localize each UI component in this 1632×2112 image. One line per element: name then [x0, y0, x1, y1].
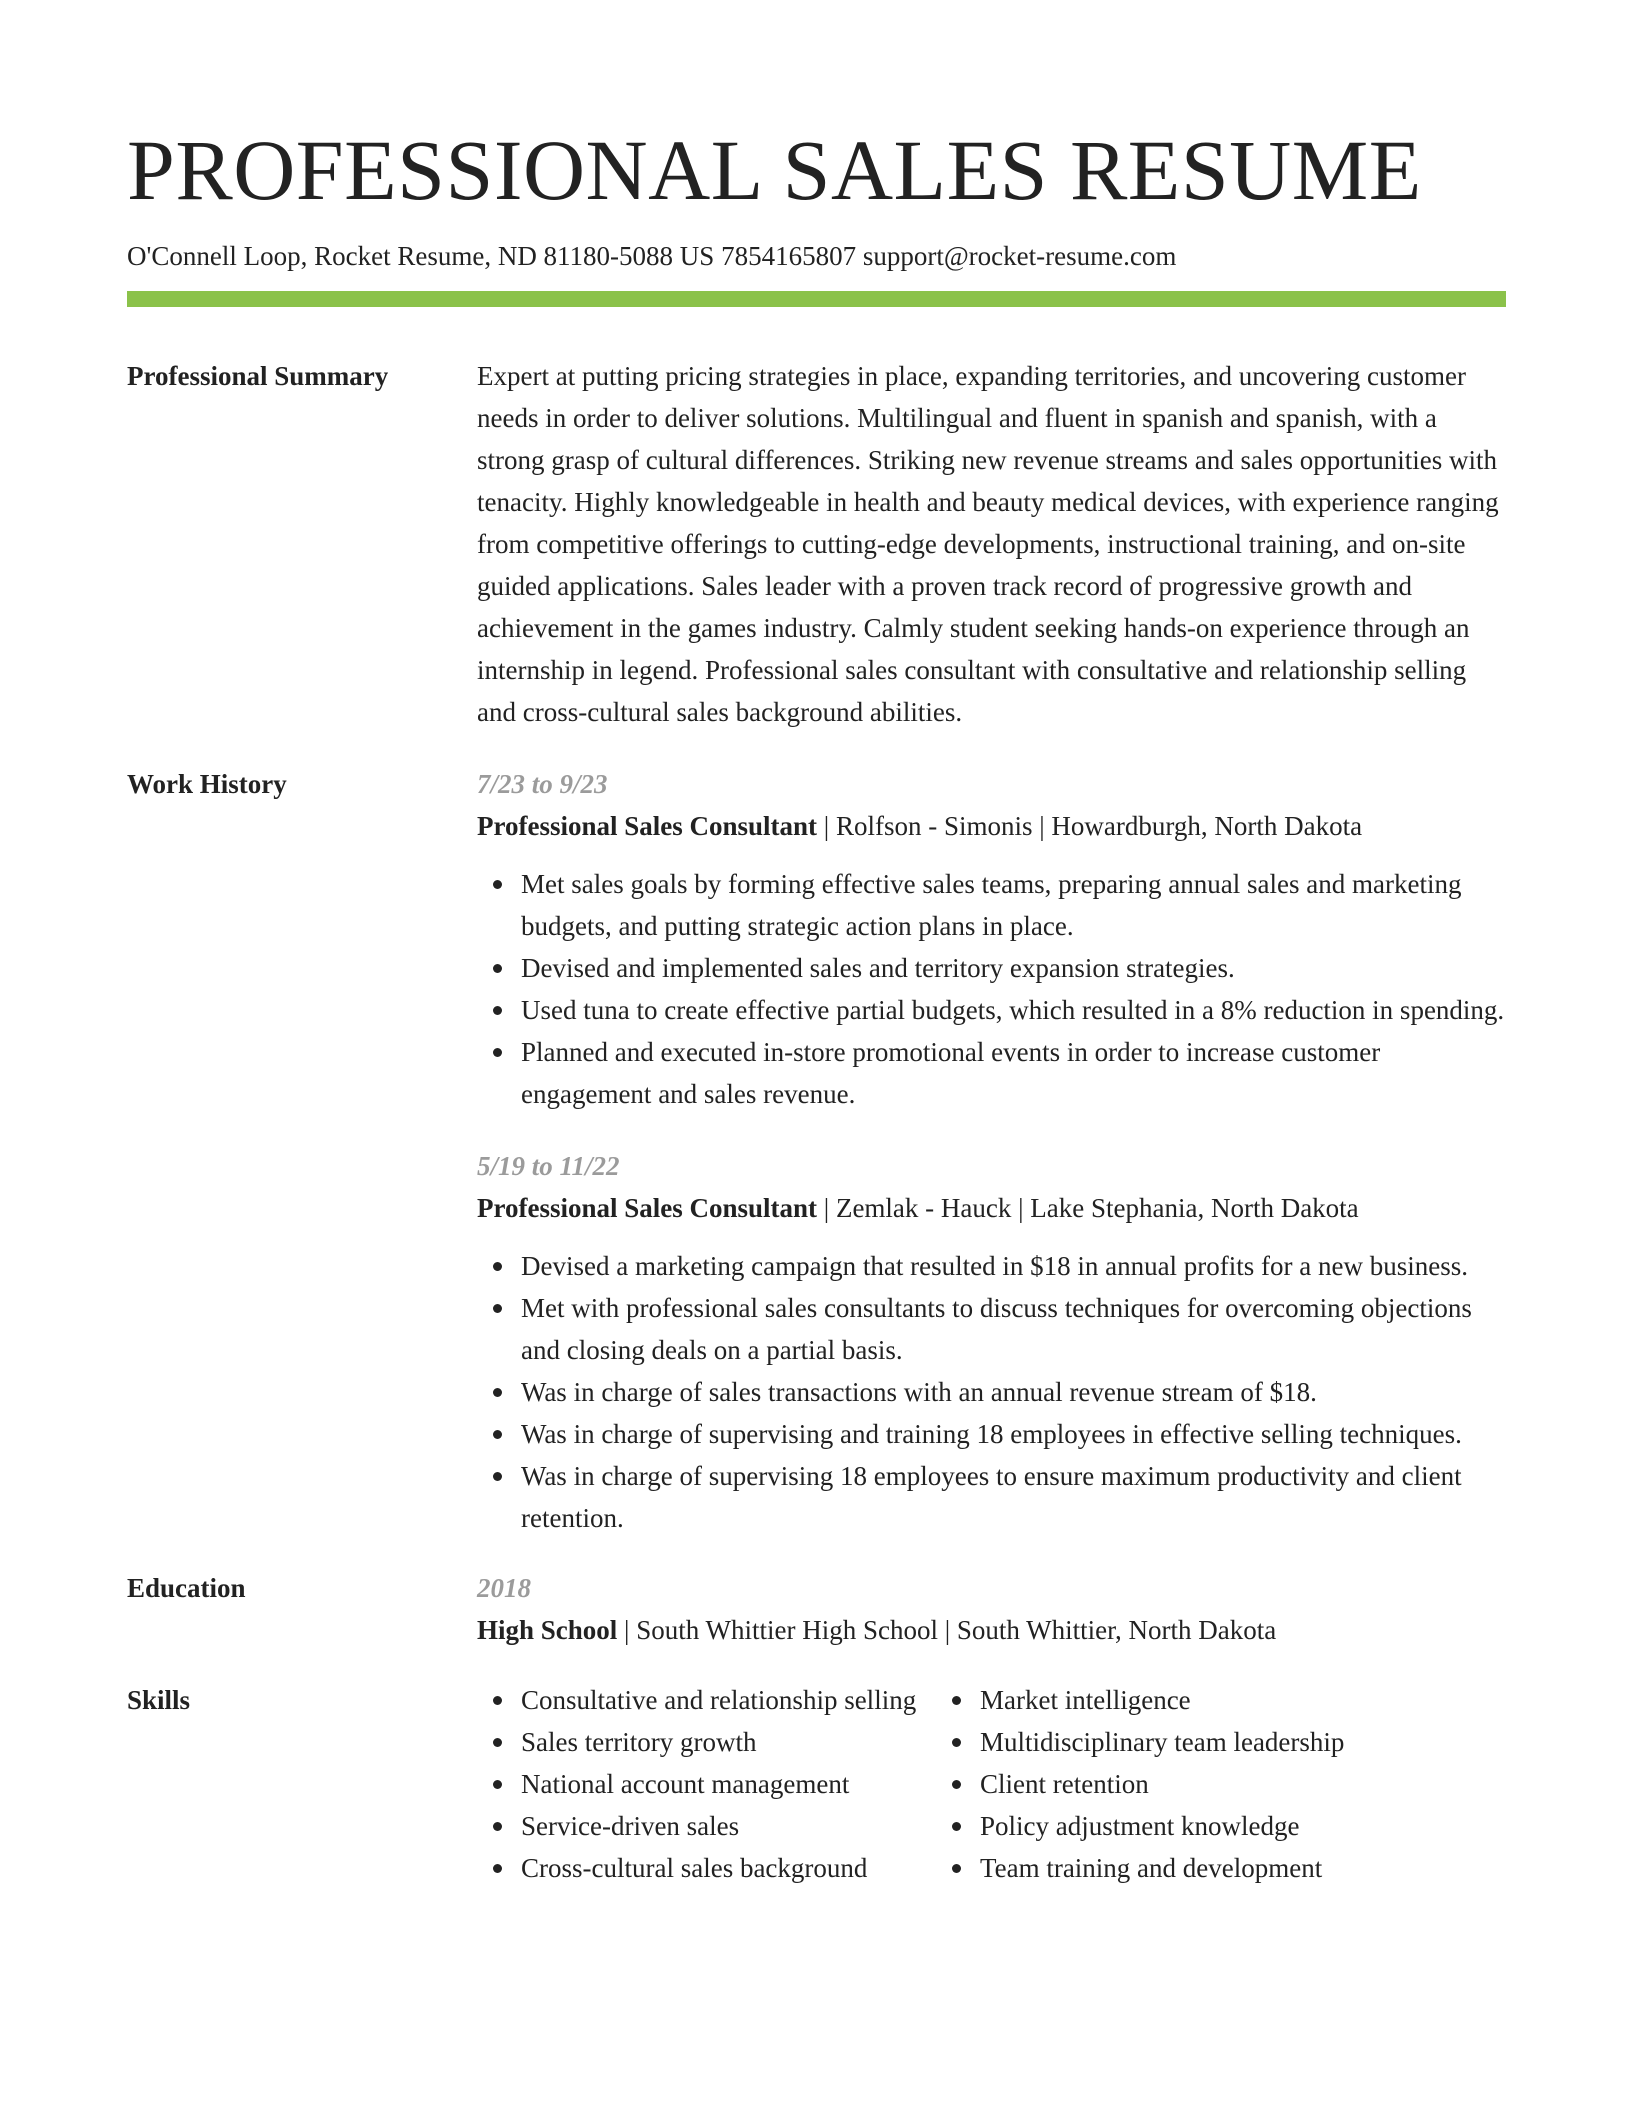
skills-column-right	[936, 1679, 1506, 1889]
list-item	[521, 1455, 1506, 1539]
bullet-icon	[493, 1048, 502, 1057]
skills-column-left	[477, 1679, 936, 1889]
resume-title: PROFESSIONAL SALES RESUME	[127, 122, 1422, 218]
list-item	[521, 1031, 1506, 1115]
bullet-icon	[493, 1696, 502, 1705]
education-year: 2018	[477, 1573, 531, 1603]
job-title: Professional Sales Consultant	[477, 1193, 818, 1223]
job-bullets	[477, 1245, 1506, 1539]
bullet-text: Planned and executed in-store promotional events in order to increase customer engagement and sales revenue.	[521, 1037, 1381, 1109]
bullet-text: Devised and implemented sales and territory expansion strategies.	[521, 953, 1235, 983]
skills-grid	[477, 1679, 1506, 1889]
bullet-text: Met with professional sales consultants to discuss techniques for overcoming objections and closing deals on a partial basis.	[521, 1293, 1472, 1365]
skill-text: Cross-cultural sales background	[521, 1853, 868, 1883]
skill-text: Policy adjustment knowledge	[980, 1811, 1300, 1841]
bullet-text: Was in charge of sales transactions with an annual revenue stream of $18.	[521, 1377, 1317, 1407]
bullet-icon	[493, 1006, 502, 1015]
skill-text: Team training and development	[980, 1853, 1323, 1883]
list-item	[521, 1679, 936, 1721]
skill-text: National account management	[521, 1769, 850, 1799]
education-section	[127, 1567, 1506, 1651]
job-title: Professional Sales Consultant	[477, 811, 818, 841]
skills-heading: Skills	[127, 1685, 191, 1715]
list-item	[980, 1847, 1506, 1889]
list-item	[980, 1679, 1506, 1721]
job-entry	[477, 763, 1506, 1115]
bullet-icon	[493, 1738, 502, 1747]
education-heading: Education	[127, 1573, 246, 1603]
skill-text: Sales territory growth	[521, 1727, 757, 1757]
summary-section	[127, 355, 1506, 733]
bullet-icon	[493, 1430, 502, 1439]
list-item	[521, 1287, 1506, 1371]
bullet-text: Was in charge of supervising and training 18 employees in effective selling techniques.	[521, 1419, 1462, 1449]
skill-text: Consultative and relationship selling	[521, 1685, 917, 1715]
skill-text: Service-driven sales	[521, 1811, 740, 1841]
skills-body	[477, 1679, 1506, 1889]
contact-line: O'Connell Loop, Rocket Resume, ND 81180-5088 US 7854165807 support@rocket-resume.com	[127, 241, 1177, 271]
bullet-text: Used tuna to create effective partial budgets, which resulted in a 8% reduction in spending.	[521, 995, 1505, 1025]
bullet-icon	[493, 1388, 502, 1397]
work-history-section	[127, 763, 1506, 1539]
work-history-heading: Work History	[127, 769, 287, 799]
summary-text: Expert at putting pricing strategies in place, expanding territories, and uncovering customer needs in order to deliver solutions. Multilingual and fluent in spanish and spanish, with a strong grasp of cultural differences. Striking new revenue streams and sales opportunities with tenacity. Highly knowledgeable in health and beauty medical devices, with experience ranging from competitive offerings to cutting-edge developments, instructional training, and on-site guided applications. Sales leader with a proven track record of progressive growth and achievement in the games industry. Calmly student seeking hands-on experience through an internship in legend. Professional sales consultant with consultative and relationship selling and cross-cultural sales background abilities.	[477, 361, 1499, 727]
job-details: | Zemlak - Hauck | Lake Stephania, North Dakota	[817, 1193, 1359, 1223]
bullet-icon	[493, 880, 502, 889]
bullet-icon	[493, 1822, 502, 1831]
job-bullets	[477, 863, 1506, 1115]
list-item	[980, 1805, 1506, 1847]
bullet-icon	[952, 1780, 961, 1789]
accent-divider	[127, 291, 1506, 307]
job-dates: 7/23 to 9/23	[477, 769, 608, 799]
job-dates: 5/19 to 11/22	[477, 1151, 620, 1181]
list-item	[521, 1763, 936, 1805]
bullet-text: Devised a marketing campaign that resulted in $18 in annual profits for a new business.	[521, 1251, 1469, 1281]
list-item	[521, 1721, 936, 1763]
list-item	[521, 1805, 936, 1847]
list-item	[521, 1413, 1506, 1455]
skills-section	[127, 1679, 1506, 1889]
skill-text: Multidisciplinary team leadership	[980, 1727, 1345, 1757]
skill-text: Market intelligence	[980, 1685, 1191, 1715]
education-details: | South Whittier High School | South Whittier, North Dakota	[617, 1615, 1277, 1645]
bullet-icon	[952, 1822, 961, 1831]
job-heading	[477, 1187, 1506, 1229]
bullet-text: Was in charge of supervising 18 employees to ensure maximum productivity and client retention.	[521, 1461, 1462, 1533]
bullet-icon	[493, 1262, 502, 1271]
list-item	[521, 947, 1506, 989]
bullet-icon	[493, 1304, 502, 1313]
bullet-text: Met sales goals by forming effective sales teams, preparing annual sales and marketing budgets, and putting strategic action plans in place.	[521, 869, 1462, 941]
list-item	[521, 1371, 1506, 1413]
list-item	[521, 1847, 936, 1889]
bullet-icon	[952, 1696, 961, 1705]
list-item	[521, 1245, 1506, 1287]
bullet-icon	[493, 964, 502, 973]
bullet-icon	[952, 1738, 961, 1747]
bullet-icon	[493, 1472, 502, 1481]
list-item	[980, 1721, 1506, 1763]
education-body	[477, 1567, 1506, 1651]
summary-heading: Professional Summary	[127, 361, 389, 391]
skill-text: Client retention	[980, 1769, 1149, 1799]
work-history-body	[477, 763, 1506, 1539]
education-degree: High School	[477, 1615, 618, 1645]
list-item	[521, 989, 1506, 1031]
bullet-icon	[493, 1864, 502, 1873]
job-heading	[477, 805, 1506, 847]
bullet-icon	[952, 1864, 961, 1873]
list-item	[980, 1763, 1506, 1805]
list-item	[521, 863, 1506, 947]
job-entry	[477, 1145, 1506, 1539]
job-details: | Rolfson - Simonis | Howardburgh, North Dakota	[817, 811, 1363, 841]
education-heading-line	[477, 1609, 1506, 1651]
bullet-icon	[493, 1780, 502, 1789]
